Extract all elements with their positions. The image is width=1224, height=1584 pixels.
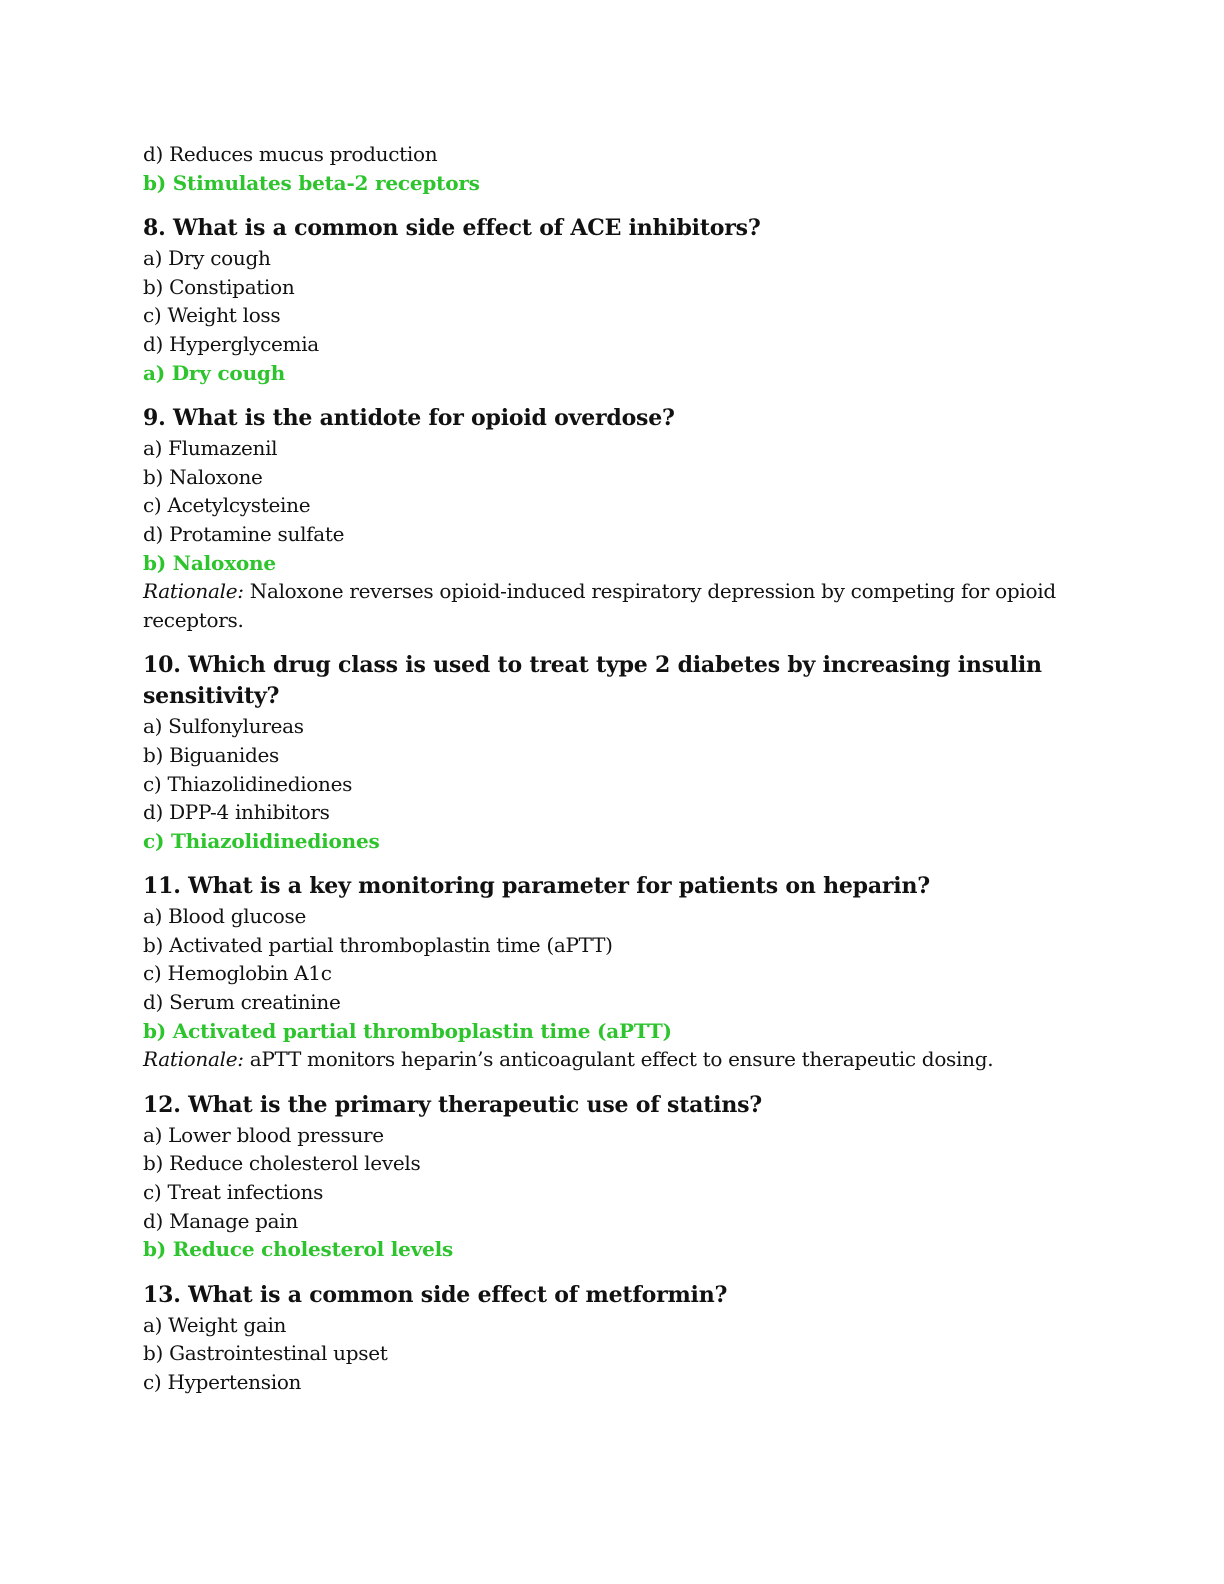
question-heading: 13. What is a common side effect of metformin? (143, 1281, 728, 1308)
rationale-text: aPTT monitors heparin’s anticoagulant effect to ensure therapeutic dosing. (243, 1047, 994, 1072)
correct-answer: b) Naloxone (143, 550, 276, 575)
option-c: c) Weight loss (143, 303, 281, 328)
question-8 (143, 213, 1063, 387)
option-d: d) Manage pain (143, 1208, 298, 1233)
option-d: d) Protamine sulfate (143, 521, 345, 546)
option-c: c) Hemoglobin A1c (143, 961, 332, 986)
option-b: b) Biguanides (143, 742, 279, 767)
option-b: b) Gastrointestinal upset (143, 1341, 388, 1366)
question-9 (143, 403, 1063, 634)
question-heading: 10. Which drug class is used to treat type 2 diabetes by increasing insulin sensitivity? (143, 652, 1042, 710)
option-b: b) Reduce cholesterol levels (143, 1151, 421, 1176)
rationale-label: Rationale: (143, 1047, 244, 1072)
option-a: a) Lower blood pressure (143, 1122, 384, 1147)
option-a: a) Weight gain (143, 1312, 287, 1337)
option-c: c) Treat infections (143, 1180, 324, 1205)
question-heading: 8. What is a common side effect of ACE inhibitors? (143, 215, 761, 242)
correct-answer: b) Stimulates beta-2 receptors (143, 170, 480, 195)
option-d: d) Reduces mucus production (143, 142, 438, 166)
correct-answer: c) Thiazolidinediones (143, 828, 380, 853)
question-heading: 9. What is the antidote for opioid overdose? (143, 405, 675, 432)
rationale (143, 1045, 1063, 1074)
option-b: b) Constipation (143, 274, 295, 299)
option-a: a) Dry cough (143, 246, 271, 271)
correct-answer: a) Dry cough (143, 360, 286, 385)
document-page (143, 140, 1063, 1397)
question-heading: 11. What is a key monitoring parameter for patients on heparin? (143, 873, 930, 900)
option-b: b) Activated partial thromboplastin time (aPTT) (143, 932, 613, 957)
question-13 (143, 1280, 1063, 1397)
option-d: d) Hyperglycemia (143, 331, 319, 356)
question-10 (143, 650, 1063, 855)
option-d: d) Serum creatinine (143, 990, 341, 1015)
rationale-label: Rationale: (143, 579, 244, 604)
question-heading: 12. What is the primary therapeutic use of statins? (143, 1091, 763, 1118)
option-a: a) Sulfonylureas (143, 714, 304, 739)
option-d: d) DPP-4 inhibitors (143, 800, 330, 825)
question-11 (143, 871, 1063, 1074)
option-c: c) Acetylcysteine (143, 493, 311, 518)
rationale-text: Naloxone reverses opioid-induced respiratory depression by competing for opioid receptors. (143, 579, 1056, 632)
question-12 (143, 1090, 1063, 1264)
option-a: a) Flumazenil (143, 436, 278, 461)
option-a: a) Blood glucose (143, 904, 307, 929)
option-c: c) Thiazolidinediones (143, 771, 353, 796)
option-c: c) Hypertension (143, 1370, 302, 1394)
option-b: b) Naloxone (143, 464, 263, 489)
correct-answer: b) Activated partial thromboplastin time (aPTT) (143, 1018, 672, 1043)
correct-answer: b) Reduce cholesterol levels (143, 1237, 454, 1262)
rationale (143, 577, 1063, 634)
question-7-continuation (143, 140, 1063, 197)
